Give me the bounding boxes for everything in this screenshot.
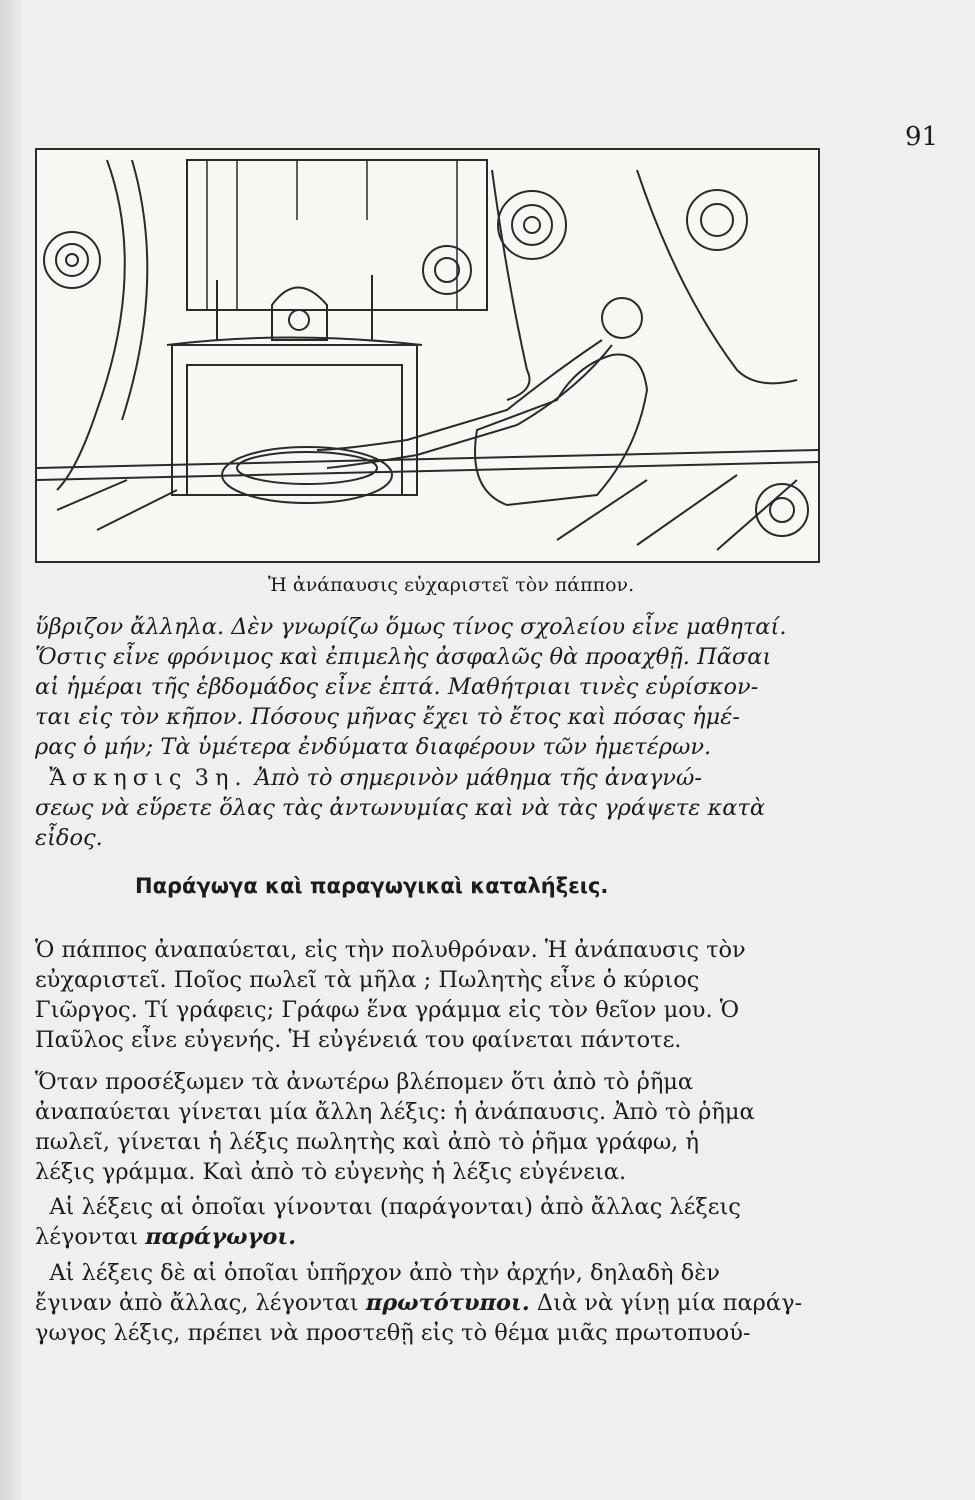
page-edge [0,0,22,1500]
curtain-middle [492,170,530,400]
exercise-line [35,763,825,793]
definition-text: λέγονται [35,1224,139,1250]
text-line [35,1222,825,1252]
text-line: ὕβριζον ἄλληλα. Δὲν γνωρίζω ὅμως τίνος σχολείου εἶνε μαθηταί. [35,614,787,640]
exercise-block [35,763,825,853]
section-heading: Παράγωγα καὶ παραγωγικαὶ καταλήξεις. [135,874,609,898]
text-line: γωγος λέξις, πρέπει νὰ προστεθῇ εἰς τὸ θέμα μιᾶς πρωτοπυού- [35,1320,751,1346]
window-frame [187,160,487,310]
text-line: εὐχαριστεῖ. Ποῖος πωλεῖ τὰ μῆλα ; Πωλητὴς εἶνε ὁ κύριος [35,967,700,993]
curtain-left [57,160,125,490]
exercise-line: εἶδος. [35,825,103,851]
exercise-line: σεως νὰ εὕρετε ὅλας τὰς ἀντωνυμίας καὶ νὰ τὰς γράψετε κατὰ [35,795,766,821]
paragraph-explanation [35,1067,825,1187]
text-line [35,1258,825,1288]
text-line [35,1288,825,1318]
text-line: Ὅστις εἶνε φρόνιμος καὶ ἐπιμελὴς ἀσφαλῶς θὰ προαχθῇ. Πᾶσαι [35,644,772,670]
text-line: Ὁ πάππος ἀναπαύεται, εἰς τὴν πολυθρόναν. Ἡ ἀνάπαυσις τὸν [35,937,746,963]
grandfather-head [602,298,642,338]
page-number: 91 [905,122,939,152]
illustration-drawing [37,150,818,561]
paragraph-examples [35,935,825,1055]
exercise-number: 3η. [194,765,248,791]
text-line: αἱ ἡμέραι τῆς ἑβδομάδος εἶνε ἑπτά. Μαθήτριαι τινὲς εὑρίσκον- [35,674,759,700]
text-line: ται εἰς τὸν κῆπον. Πόσους μῆνας ἔχει τὸ ἔτος καὶ πόσας ἡμέ- [35,704,740,730]
text-line: Γιῶργος. Τί γράφεις; Γράφω ἕνα γράμμα εἰς τὸν θεῖον μου. Ὁ [35,997,740,1023]
paragraph-sentences [35,612,825,762]
term-primitive: πρωτότυποι. [365,1290,530,1316]
illustration-grandfather-resting [35,148,820,563]
definition-text: Αἱ λέξεις αἱ ὁποῖαι γίνονται (παράγονται) ἀπὸ ἄλλας λέξεις [49,1194,741,1220]
paragraph-definition-derived [35,1192,825,1252]
text-line: ἀναπαύεται γίνεται μία ἄλλη λέξις: ἡ ἀνάπαυσις. Ἀπὸ τὸ ῥῆμα [35,1099,755,1125]
paragraph-definition-primitive [35,1258,825,1348]
exercise-text: Ἀπὸ τὸ σημερινὸν μάθημα τῆς ἀναγνώ- [254,765,702,791]
text-line: ρας ὁ μήν; Τὰ ὑμέτερα ἐνδύματα διαφέρουν τῶν ἡμετέρων. [35,734,712,760]
exercise-label: Ἄσκησις [49,765,188,791]
text-line [35,1192,825,1222]
definition-text: Διὰ νὰ γίνῃ μία παράγ- [536,1290,803,1316]
term-derived: παράγωγοι. [145,1224,297,1250]
text-line: Ὅταν προσέξωμεν τὰ ἀνωτέρω βλέπομεν ὅτι ἀπὸ τὸ ῥῆμα [35,1069,694,1095]
illustration-caption: Ἡ ἀνάπαυσις εὐχαριστεῖ τὸν πάππον. [268,574,635,596]
text-line: Παῦλος εἶνε εὐγενής. Ἡ εὐγένειά του φαίνεται πάντοτε. [35,1027,682,1053]
curtain-right [637,170,797,383]
text-line: λέξις γράμμα. Καὶ ἀπὸ τὸ εὐγενὴς ἡ λέξις εὐγένεια. [35,1159,627,1185]
mantel-clock [272,288,327,341]
text-line: πωλεῖ, γίνεται ἡ λέξις πωλητὴς καὶ ἀπὸ τὸ ῥῆμα γράφω, ἡ [35,1129,699,1155]
definition-text: Αἱ λέξεις δὲ αἱ ὁποῖαι ὑπῆρχον ἀπὸ τὴν ἀρχήν, δηλαδὴ δὲν [49,1260,720,1286]
definition-text: ἔγιναν ἀπὸ ἄλλας, λέγονται [35,1290,359,1316]
